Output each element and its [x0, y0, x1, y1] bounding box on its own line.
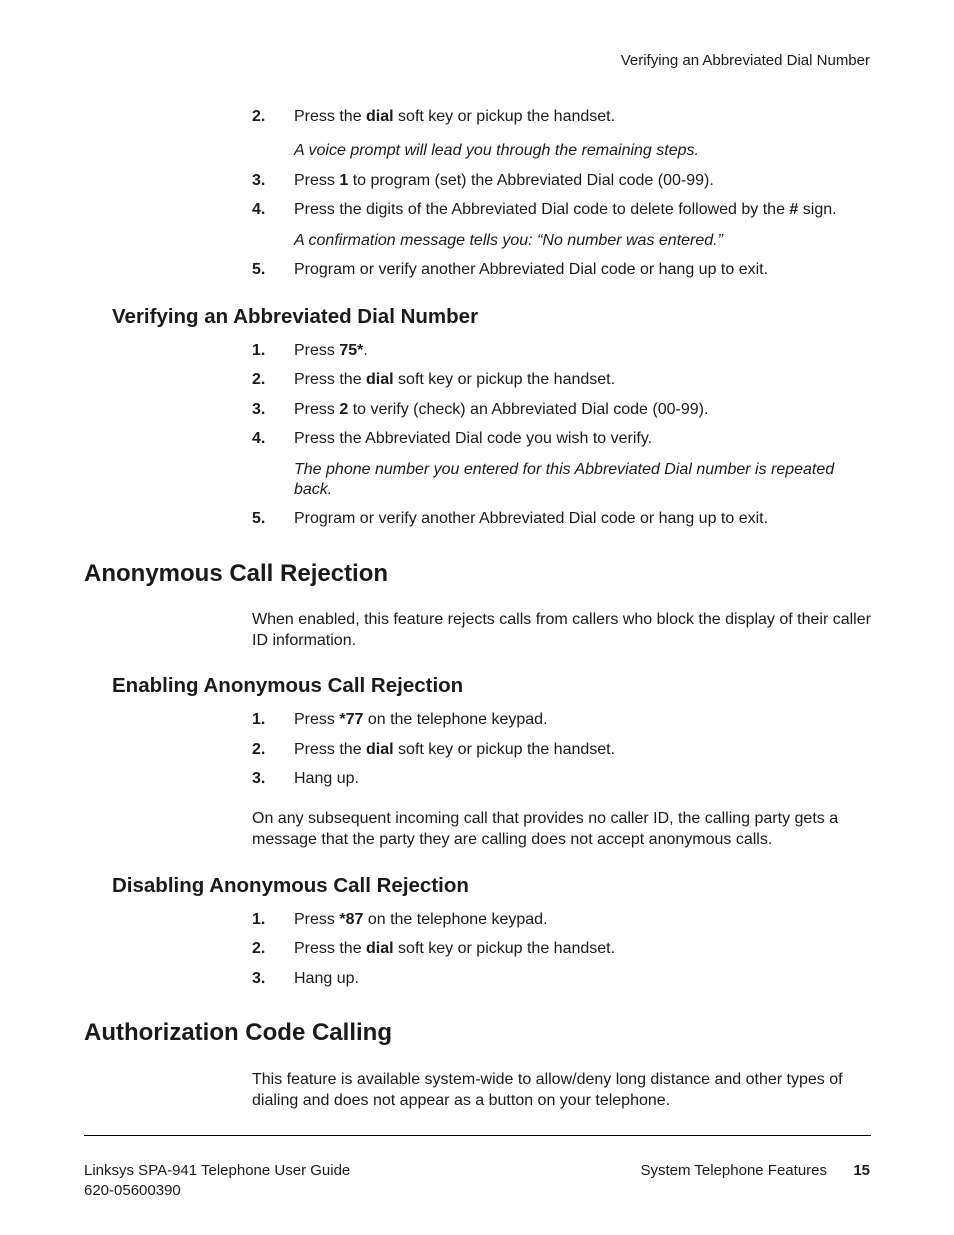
step-text: Press *87 on the telephone keypad.: [294, 911, 548, 928]
step-number: 1.: [252, 911, 266, 928]
footer-guide-title: Linksys SPA-941 Telephone User Guide: [84, 1162, 351, 1179]
step-text: Press the dial soft key or pickup the handset.: [294, 371, 616, 388]
step-number: 1.: [252, 342, 266, 359]
step-number: 3.: [252, 970, 266, 987]
step-text: Press the digits of the Abbreviated Dial code to delete followed by the # sign.: [294, 201, 837, 218]
authorization-intro: This feature is available system-wide to allow/deny long distance and other types of dialing and does not appear as a button on your telephone.: [252, 1071, 843, 1109]
footer-divider: [84, 1135, 871, 1136]
step-number: 1.: [252, 711, 266, 728]
step-note: The phone number you entered for this Abbreviated Dial number is repeated back.: [294, 461, 835, 498]
step-note: A confirmation message tells you: “No number was entered.”: [294, 232, 723, 249]
step-number: 2.: [252, 940, 266, 957]
running-header: Verifying an Abbreviated Dial Number: [620, 52, 870, 69]
step-text: Program or verify another Abbreviated Dial code or hang up to exit.: [294, 261, 769, 278]
footer-doc-number: 620-05600390: [84, 1182, 181, 1199]
step-number: 4.: [252, 201, 266, 218]
subsection-heading-disabling: Disabling Anonymous Call Rejection: [112, 874, 469, 897]
step-text: Program or verify another Abbreviated Dial code or hang up to exit.: [294, 510, 769, 527]
section-heading-authorization: Authorization Code Calling: [84, 1019, 392, 1046]
section-heading-verifying: Verifying an Abbreviated Dial Number: [112, 305, 479, 328]
step-note: A voice prompt will lead you through the remaining steps.: [294, 142, 699, 159]
footer-page-number: 15: [853, 1162, 870, 1179]
enabling-after-note: On any subsequent incoming call that provides no caller ID, the calling party gets a message that the party they are calling does not accept anonymous calls.: [252, 810, 839, 848]
step-number: 3.: [252, 172, 266, 189]
step-number: 2.: [252, 108, 266, 125]
step-text: Hang up.: [294, 970, 359, 987]
step-text: Press the dial soft key or pickup the handset.: [294, 108, 616, 125]
step-text: Press 75*.: [294, 342, 368, 359]
step-text: Press 1 to program (set) the Abbreviated Dial code (00-99).: [294, 172, 714, 189]
step-text: Press the Abbreviated Dial code you wish to verify.: [294, 430, 653, 447]
step-text: Press the dial soft key or pickup the handset.: [294, 940, 616, 957]
subsection-heading-enabling: Enabling Anonymous Call Rejection: [112, 674, 464, 697]
step-number: 5.: [252, 510, 266, 527]
step-number: 4.: [252, 430, 266, 447]
step-number: 3.: [252, 770, 266, 787]
step-number: 2.: [252, 371, 266, 388]
step-number: 2.: [252, 741, 266, 758]
step-text: Hang up.: [294, 770, 359, 787]
step-number: 3.: [252, 401, 266, 418]
footer-chapter: System Telephone Features: [640, 1162, 827, 1179]
step-number: 5.: [252, 261, 266, 278]
step-text: Press the dial soft key or pickup the handset.: [294, 741, 616, 758]
section-heading-anonymous: Anonymous Call Rejection: [84, 560, 389, 587]
step-text: Press *77 on the telephone keypad.: [294, 711, 548, 728]
step-text: Press 2 to verify (check) an Abbreviated Dial code (00-99).: [294, 401, 709, 418]
anonymous-intro: When enabled, this feature rejects calls from callers who block the display of their caller ID information.: [252, 611, 871, 649]
